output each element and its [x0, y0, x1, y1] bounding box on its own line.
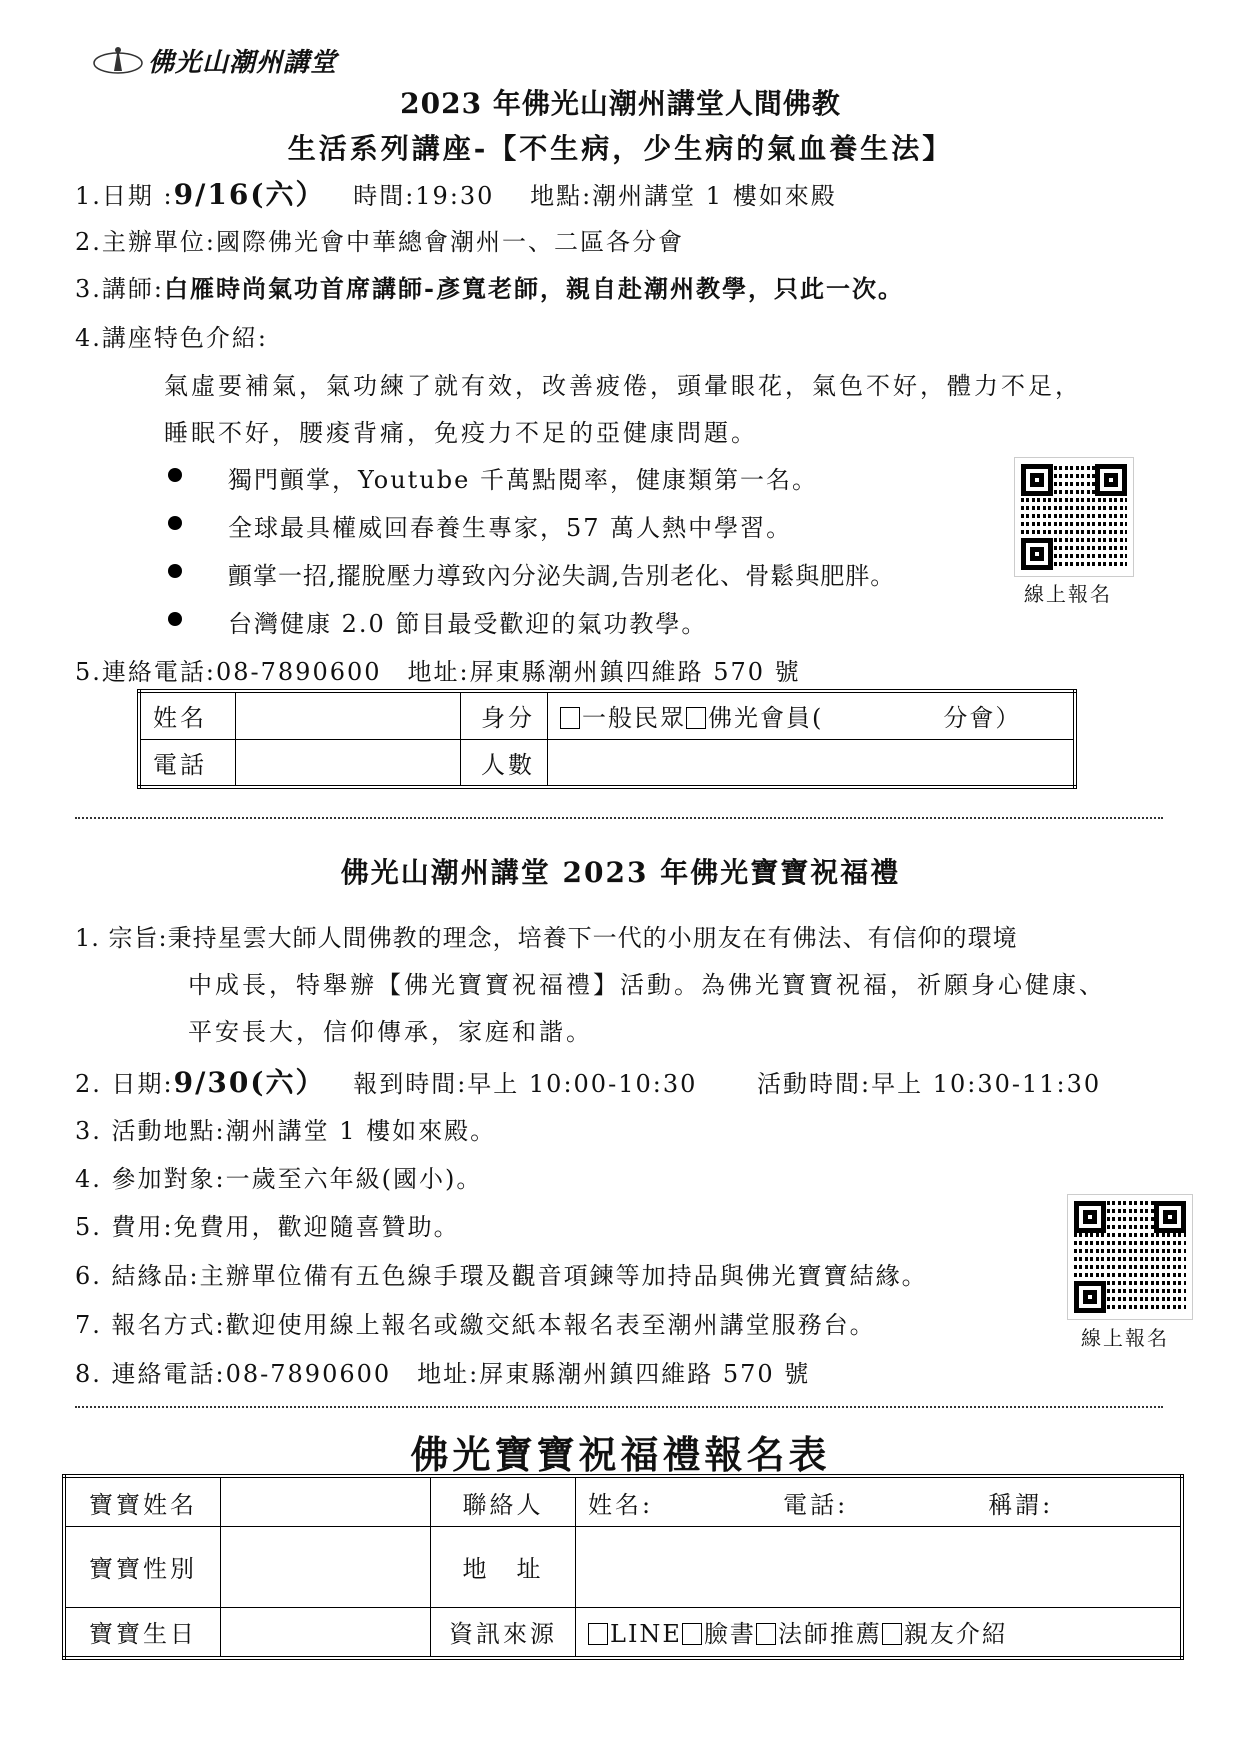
- section-divider: [75, 1406, 1163, 1408]
- lecture-title-line2: 生活系列講座-【不生病，少生病的氣血養生法】: [287, 132, 954, 165]
- blessing-item-signup: 7. 報名方式:歡迎使用線上報名或繳交紙本報名表至潮州講堂服務台。: [75, 1311, 876, 1339]
- lecture-item-organizer: 2.主辦單位:國際佛光會中華總會潮州一、二區各分會: [75, 228, 684, 256]
- lecture-item-features: 4.講座特色介紹:: [75, 324, 268, 352]
- form-count-field[interactable]: [548, 739, 1076, 787]
- form-identity-label: 身分: [461, 691, 548, 739]
- blessing-qr-code-icon[interactable]: [1068, 1195, 1192, 1319]
- form-phone-label: 電話: [139, 739, 236, 787]
- checkbox-public[interactable]: [560, 707, 580, 729]
- blessing-activity-time: 活動時間:早上 10:30-11:30: [757, 1070, 1102, 1098]
- contact-field[interactable]: [576, 1476, 1183, 1527]
- lecture-qr-code-icon[interactable]: [1015, 458, 1133, 576]
- contact-title-label: 稱謂:: [988, 1490, 1054, 1519]
- option-public: 一般民眾: [582, 704, 686, 733]
- bullet-icon: [168, 612, 182, 626]
- blessing-item-location: 3. 活動地點:潮州講堂 1 樓如來殿。: [75, 1117, 497, 1145]
- checkbox-friend[interactable]: [882, 1623, 902, 1645]
- source-facebook: 臉書: [703, 1620, 756, 1649]
- option-member: 佛光會員(: [708, 704, 824, 733]
- blessing-item-date: [75, 1061, 1101, 1101]
- logo-text: 佛光山潮州講堂: [148, 47, 338, 78]
- lecture-item-contact: 5.連絡電話:08-7890600 地址:屏東縣潮州鎮四維路 570 號: [75, 658, 801, 686]
- speaker-text: 白雁時尚氣功首席講師-彥寬老師，親自赴潮州教學，只此一次。: [163, 274, 904, 303]
- checkbox-facebook[interactable]: [682, 1623, 702, 1645]
- blessing-item-audience: 4. 參加對象:一歲至六年級(國小)。: [75, 1165, 483, 1193]
- baby-registration-form: [62, 1474, 1184, 1660]
- checkbox-member[interactable]: [686, 707, 706, 729]
- blessing-date-label: 2. 日期:: [75, 1070, 174, 1098]
- form-name-label: 姓名: [139, 691, 236, 739]
- bullet-icon: [168, 516, 182, 530]
- source-label: 資訊來源: [431, 1607, 576, 1658]
- blessing-purpose-line3: 平安長大，信仰傳承，家庭和諧。: [188, 1018, 593, 1046]
- checkbox-master[interactable]: [756, 1623, 776, 1645]
- blessing-qr-label: 線上報名: [1081, 1326, 1169, 1350]
- address-field[interactable]: [576, 1527, 1183, 1608]
- contact-phone-label: 電話:: [783, 1490, 849, 1519]
- source-options: [576, 1607, 1183, 1658]
- feature-bullet: 顫掌一招,擺脫壓力導致內分泌失調,告別老化、骨鬆與肥胖。: [228, 562, 896, 590]
- form-phone-field[interactable]: [236, 739, 461, 787]
- baby-name-label: 寶寶姓名: [64, 1476, 221, 1527]
- source-friend: 親友介紹: [903, 1620, 1008, 1649]
- source-master: 法師推薦: [777, 1620, 882, 1649]
- contact-label: 聯絡人: [431, 1476, 576, 1527]
- baby-birthday-field[interactable]: [221, 1607, 431, 1658]
- source-line: LINE: [610, 1620, 682, 1649]
- contact-name-label: 姓名:: [588, 1490, 654, 1519]
- feature-bullet: 獨門顫掌，Youtube 千萬點閱率，健康類第一名。: [228, 466, 818, 494]
- temple-logo-icon: [92, 45, 144, 75]
- date-label: 1.日期 :: [75, 182, 174, 210]
- bullet-icon: [168, 564, 182, 578]
- bullet-icon: [168, 468, 182, 482]
- blessing-purpose-line2: 中成長，特舉辦【佛光寶寶祝福禮】活動。為佛光寶寶祝福，祈願身心健康、: [188, 971, 1106, 999]
- checkbox-line[interactable]: [588, 1623, 608, 1645]
- lecture-item-date: [75, 173, 837, 213]
- time-location: 時間:19:30 地點:潮州講堂 1 樓如來殿: [353, 182, 837, 210]
- registration-title: 佛光寶寶祝福禮報名表: [410, 1432, 831, 1477]
- blessing-item-fee: 5. 費用:免費用，歡迎隨喜贊助。: [75, 1213, 460, 1241]
- baby-gender-field[interactable]: [221, 1527, 431, 1608]
- lecture-title-line1: 2023 年佛光山潮州講堂人間佛教: [400, 87, 841, 120]
- baby-gender-label: 寶寶性別: [64, 1527, 221, 1608]
- blessing-item-gift: 6. 結緣品:主辦單位備有五色線手環及觀音項鍊等加持品與佛光寶寶結緣。: [75, 1262, 928, 1290]
- lecture-intro-line1: 氣虛要補氣，氣功練了就有效，改善疲倦，頭暈眼花，氣色不好，體力不足，: [164, 372, 1082, 400]
- baby-name-field[interactable]: [221, 1476, 431, 1527]
- header-logo: [92, 42, 337, 78]
- blessing-item-contact: 8. 連絡電話:08-7890600 地址:屏東縣潮州鎮四維路 570 號: [75, 1360, 811, 1388]
- form-identity-options: [548, 691, 1076, 739]
- blessing-checkin: 報到時間:早上 10:00-10:30: [353, 1070, 698, 1098]
- lecture-item-speaker: [75, 269, 904, 304]
- address-label: 地 址: [431, 1527, 576, 1608]
- blessing-title: 佛光山潮州講堂 2023 年佛光寶寶祝福禮: [340, 856, 901, 889]
- feature-bullet: 台灣健康 2.0 節目最受歡迎的氣功教學。: [228, 610, 708, 638]
- section-divider: [75, 817, 1163, 819]
- date-value: 9/16(六）: [173, 178, 326, 211]
- baby-birthday-label: 寶寶生日: [64, 1607, 221, 1658]
- blessing-date-value: 9/30(六）: [173, 1066, 326, 1099]
- lecture-qr-label: 線上報名: [1024, 582, 1112, 606]
- form-count-label: 人數: [461, 739, 548, 787]
- lecture-registration-form: [137, 689, 1077, 789]
- form-name-field[interactable]: [236, 691, 461, 739]
- lecture-intro-line2: 睡眠不好，腰痠背痛，免疫力不足的亞健康問題。: [164, 419, 758, 447]
- blessing-purpose-line1: 1. 宗旨:秉持星雲大師人間佛教的理念，培養下一代的小朋友在有佛法、有信仰的環境: [75, 924, 1018, 952]
- feature-bullet: 全球最具權威回春養生專家，57 萬人熱中學習。: [228, 514, 793, 542]
- speaker-label: 3.講師:: [75, 275, 164, 303]
- option-branch: 分會）: [943, 704, 1022, 733]
